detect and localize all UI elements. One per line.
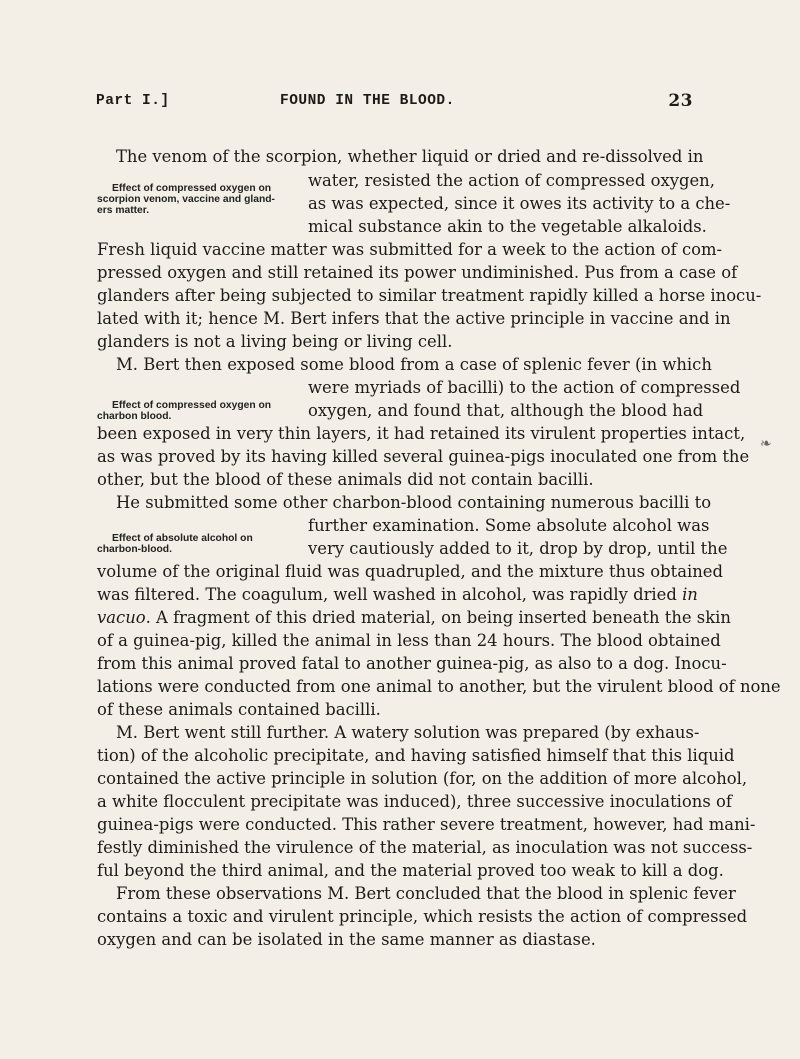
side-note-2	[97, 400, 271, 422]
text-line: as was proved by its having killed several guinea-pigs inoculated one from the	[97, 447, 750, 466]
text-line: M. Bert then exposed some blood from a case of splenic fever (in which	[116, 355, 712, 374]
text-line: pressed oxygen and still retained its power undiminished. Pus from a case of	[97, 263, 738, 282]
text-line: were myriads of bacilli) to the action of compressed	[308, 378, 741, 397]
running-title: FOUND IN THE BLOOD.	[280, 93, 455, 109]
text-line: lations were conducted from one animal to another, but the virulent blood of none	[97, 677, 781, 696]
text-line: other, but the blood of these animals did not contain bacilli.	[97, 470, 594, 489]
text-line: glanders is not a living being or living cell.	[97, 332, 453, 351]
text-line: of these animals contained bacilli.	[97, 700, 381, 719]
text-line: He submitted some other charbon-blood containing numerous bacilli to	[116, 493, 712, 512]
side-note-line: ers matter.	[97, 205, 150, 216]
text-line: festly diminished the virulence of the material, as inoculation was not success-	[97, 838, 753, 857]
side-note-3	[97, 533, 253, 555]
side-note-line: charbon-blood.	[97, 544, 172, 555]
text-line: Fresh liquid vaccine matter was submitted for a week to the action of com-	[97, 240, 723, 259]
margin-mark: ❧	[760, 436, 772, 452]
text-line: as was expected, since it owes its activity to a che-	[308, 194, 731, 213]
text-line: lated with it; hence M. Bert infers that the active principle in vaccine and in	[97, 309, 731, 328]
text-line: been exposed in very thin layers, it had retained its virulent properties intact,	[97, 424, 746, 443]
text-line: very cautiously added to it, drop by drop, until the	[308, 539, 728, 558]
text-line: oxygen and can be isolated in the same manner as diastase.	[97, 930, 596, 949]
side-note-line: scorpion venom, vaccine and gland-	[97, 194, 275, 205]
text-line: ful beyond the third animal, and the material proved too weak to kill a dog.	[97, 861, 724, 880]
side-note-line: Effect of absolute alcohol on	[112, 533, 253, 544]
side-note-line: Effect of compressed oxygen on	[112, 400, 272, 411]
text-line: volume of the original fluid was quadrupled, and the mixture thus obtained	[97, 562, 723, 581]
text-line: oxygen, and found that, although the blood had	[308, 401, 704, 420]
text-line: tion) of the alcoholic precipitate, and having satisfied himself that this liquid	[97, 746, 735, 765]
text-line: was filtered. The coagulum, well washed in alcohol, was rapidly dried in	[97, 585, 698, 604]
side-note-line: charbon blood.	[97, 411, 172, 422]
text-line: contains a toxic and virulent principle, which resists the action of compressed	[97, 907, 748, 926]
text-line: from this animal proved fatal to another guinea-pig, as also to a dog. Inocu-	[97, 654, 727, 673]
part-label: Part I.]	[96, 93, 170, 109]
text-line: The venom of the scorpion, whether liquid or dried and re-dissolved in	[116, 147, 704, 166]
text-line: vacuo. A fragment of this dried material, on being inserted beneath the skin	[97, 608, 731, 627]
page-number: 23	[668, 91, 693, 111]
side-note-line: Effect of compressed oxygen on	[112, 183, 272, 194]
text-line: guinea-pigs were conducted. This rather severe treatment, however, had mani-	[97, 815, 756, 834]
text-line: From these observations M. Bert concluded that the blood in splenic fever	[116, 884, 736, 903]
text-line: water, resisted the action of compressed oxygen,	[308, 171, 715, 190]
text-line: M. Bert went still further. A watery solution was prepared (by exhaus-	[116, 723, 700, 742]
text-line: contained the active principle in solution (for, on the addition of more alcohol,	[97, 769, 748, 788]
side-note-1	[97, 183, 275, 216]
text-line: further examination. Some absolute alcohol was	[308, 516, 710, 535]
text-line: mical substance akin to the vegetable alkaloids.	[308, 217, 707, 236]
text-line: of a guinea-pig, killed the animal in less than 24 hours. The blood obtained	[97, 631, 721, 650]
running-header	[96, 93, 693, 119]
text-line: glanders after being subjected to similar treatment rapidly killed a horse inocu-	[97, 286, 762, 305]
text-line: a white flocculent precipitate was induced), three successive inoculations of	[97, 792, 732, 811]
